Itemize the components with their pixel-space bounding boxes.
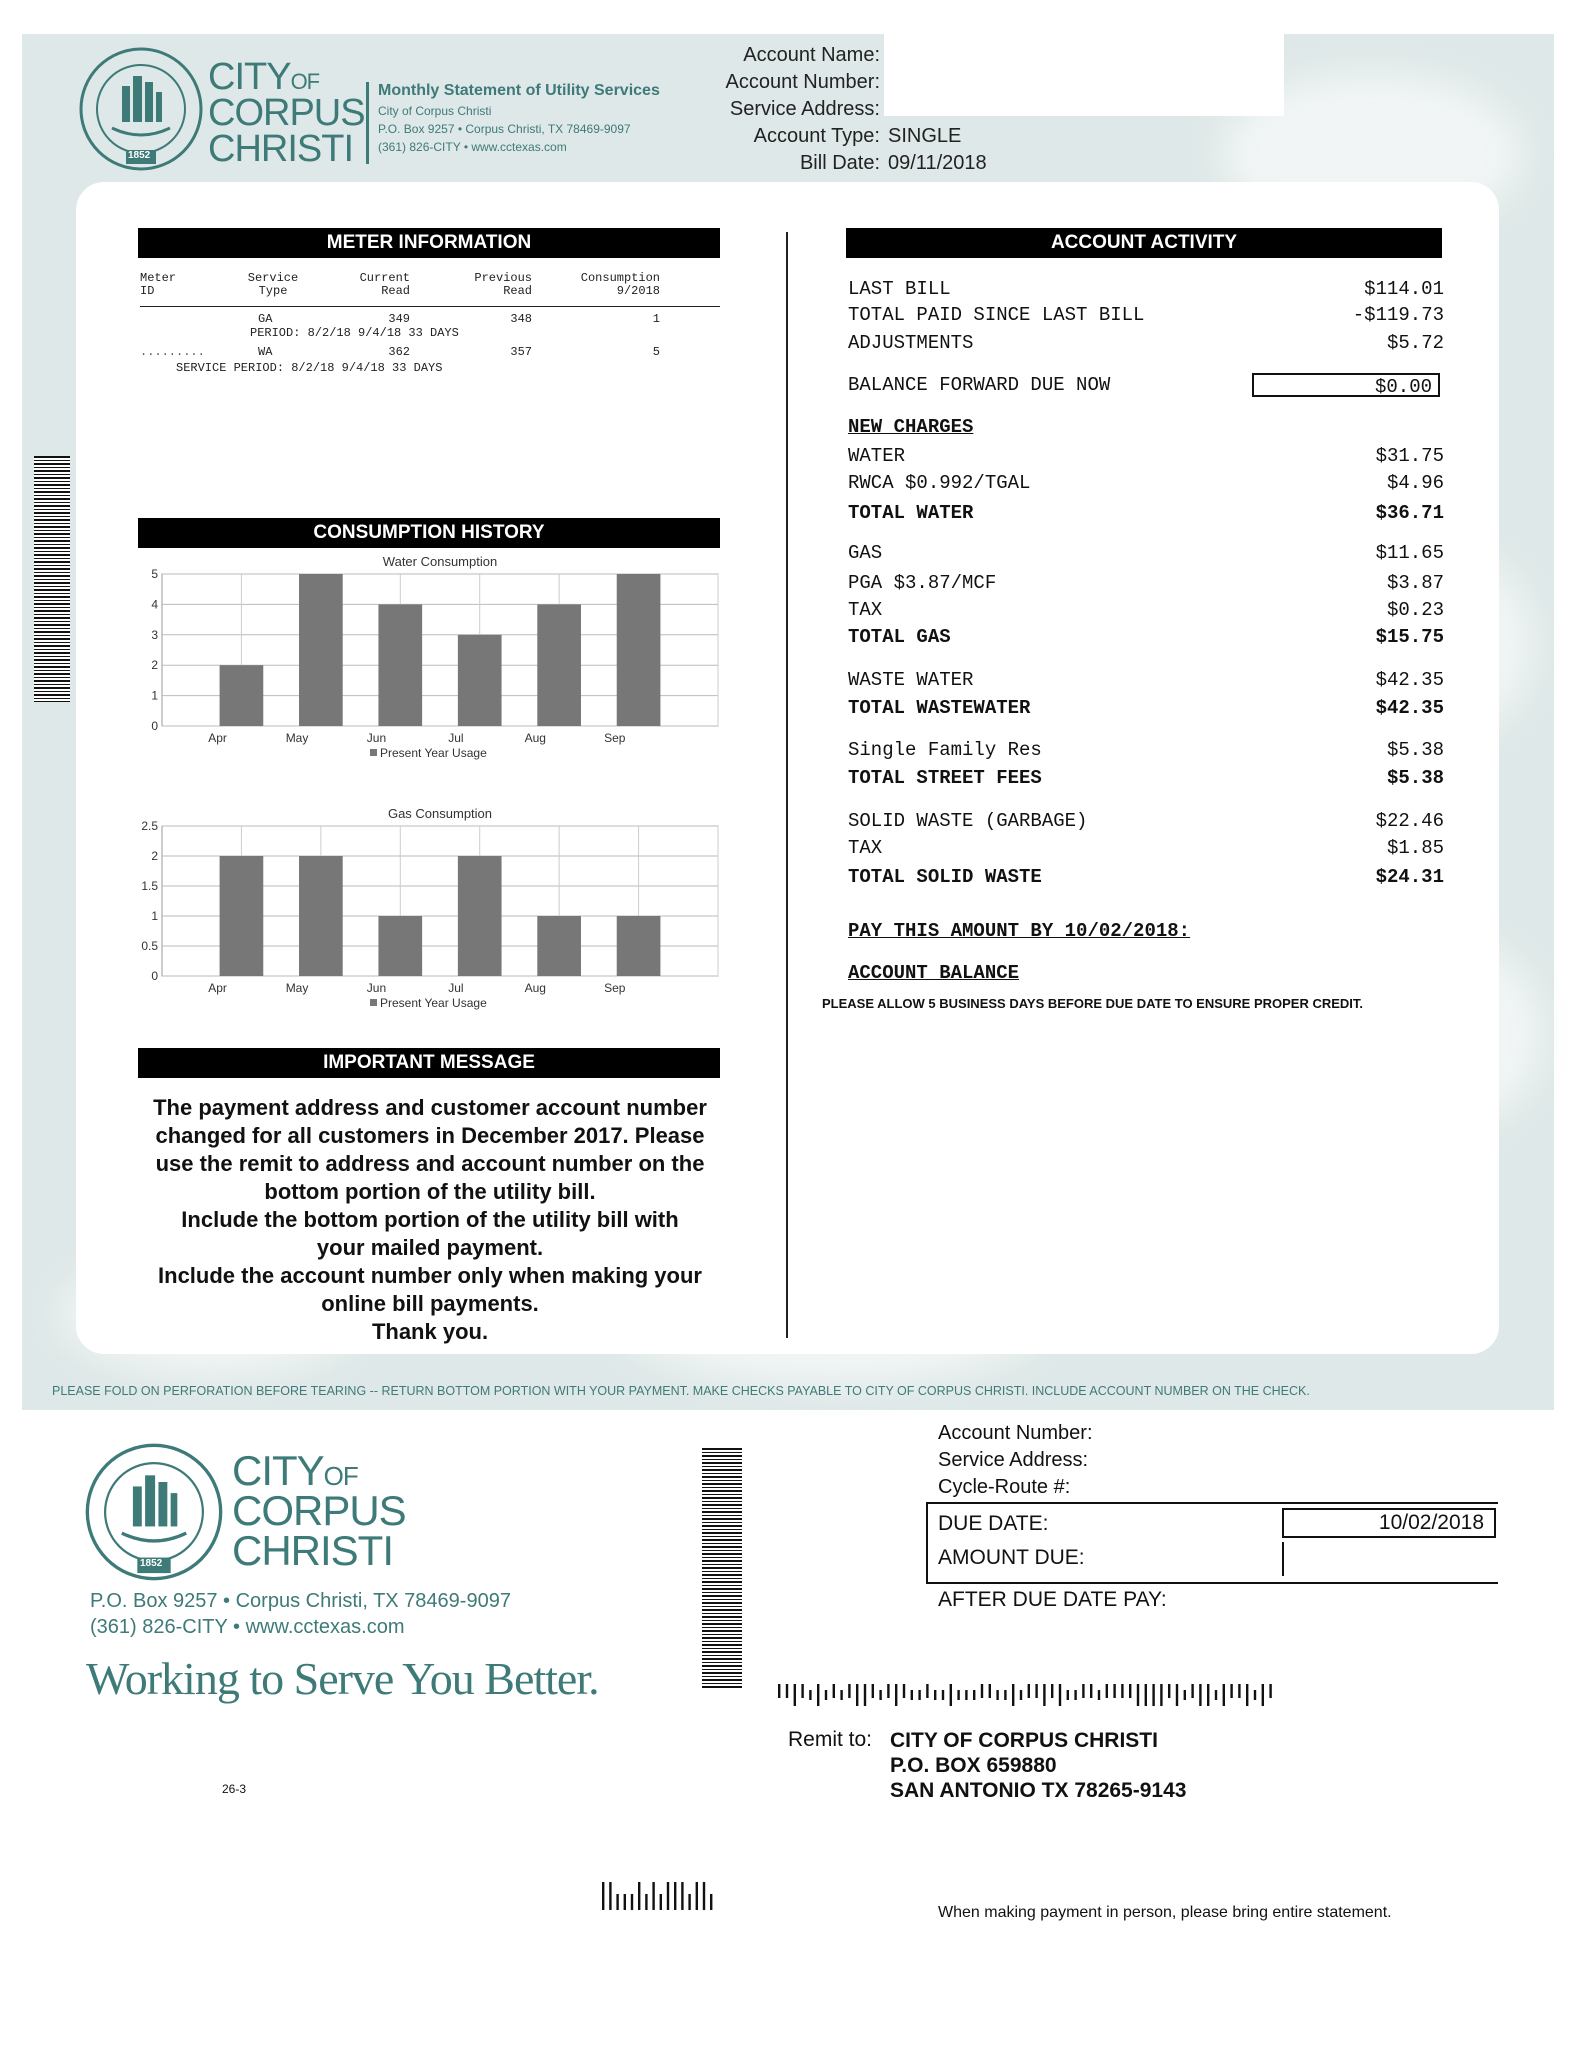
important-message-line-6: your mailed payment. [316,1235,544,1260]
col-previous-read: Previous Read [474,271,532,298]
important-message-line-9: Thank you. [371,1319,489,1344]
balance-forward-value: $0.00 [1252,373,1440,397]
redacted-account-box [884,34,1284,116]
stub-address: P.O. Box 9257 • Corpus Christi, TX 78469-9097 [90,1590,511,1612]
gas-x-tick: Apr [208,981,227,995]
postal-bar [989,1684,991,1698]
rwca-row: RWCA $0.992/TGAL $4.96 [848,472,1444,494]
allow-days-note: PLEASE ALLOW 5 BUSINESS DAYS BEFORE DUE DATE TO ENSURE PROPER CREDIT. [822,996,1364,1011]
total-gas-row: TOTAL GAS $15.75 [848,626,1444,648]
water-x-tick: Aug [524,731,546,745]
postal-bar [1028,1684,1030,1698]
postal-bar [1004,1690,1006,1700]
gas-chart-title: Gas Consumption [387,806,493,821]
postal-bar [1262,1684,1264,1706]
postal-bar [1067,1690,1069,1700]
street-fee-row: Single Family Res $5.38 [848,739,1444,761]
postal-bar [1012,1684,1014,1706]
in-person-note: When making payment in person, please bring entire statement. [938,1904,1392,1921]
postal-bar [1176,1684,1178,1706]
water-consumption-chart [130,550,730,770]
water-x-tick: May [285,731,309,745]
small-bar [688,1894,690,1910]
postal-bar [1020,1690,1022,1700]
postal-bar [786,1684,788,1698]
postal-bar [1059,1684,1061,1706]
postal-barcode [778,1684,1286,1706]
small-bar [710,1894,712,1910]
balance-forward-row: BALANCE FORWARD DUE NOW [848,374,1111,396]
total-solid-waste-row: TOTAL SOLID WASTE $24.31 [848,866,1444,888]
meter-row-1-previous: 348 [510,312,532,326]
postal-bar [856,1684,858,1706]
postal-bar [879,1690,881,1700]
water-bar-sep [617,574,661,726]
water-x-tick: Sep [604,731,626,745]
statement-org: City of Corpus Christi [378,104,492,118]
gas-bar-may [299,856,343,976]
postal-bar [1145,1684,1147,1706]
gas-y-tick: 1.5 [141,879,158,893]
water-x-tick: Jul [448,731,464,745]
postal-bar [1223,1684,1225,1706]
postal-bar [1254,1690,1256,1700]
gas-legend-swatch [370,999,377,1006]
amount-due-label: AMOUNT DUE: [938,1546,1085,1569]
gas-tax-row: TAX $0.23 [848,599,1444,621]
fold-instructions: PLEASE FOLD ON PERFORATION BEFORE TEARING -- RETURN BOTTOM PORTION WITH YOUR PAYMENT. MAKE CHECKS PAYABLE TO CITY OF CORPUS CHRISTI. INCLUDE ACCOUNT NUMBER ON THE CHECK. [52,1384,1310,1398]
postal-bar [1207,1684,1209,1706]
water-row: WATER $31.75 [848,445,1444,467]
gas-y-tick: 2 [151,849,158,863]
account-name-label: Account Name: [743,44,880,66]
postal-bar [1106,1684,1108,1698]
postal-bar [809,1690,811,1700]
postal-bar [1051,1684,1053,1698]
stub-phone: (361) 826-CITY • www.cctexas.com [90,1616,405,1638]
meter-row-2-current: 362 [388,345,410,359]
postal-bar [926,1684,928,1698]
water-y-tick: 1 [151,688,158,703]
postal-bar [825,1690,827,1700]
account-type-value: SINGLE [888,125,962,147]
water-x-tick: Jun [366,731,387,745]
postal-bar [996,1690,998,1700]
postal-bar [1098,1690,1100,1700]
gas-bar-aug [537,916,581,976]
water-y-tick: 2 [151,658,158,673]
important-message-title: IMPORTANT MESSAGE [138,1048,720,1078]
last-bill-row: LAST BILL $114.01 [848,278,1444,300]
water-chart-title: Water Consumption [382,554,498,569]
small-barcode [602,1882,722,1912]
city-name-line3: CHRISTI [208,128,353,170]
postal-bar [1121,1684,1123,1698]
service-address-label: Service Address: [729,98,880,120]
postal-bar [950,1684,952,1706]
account-activity-title: ACCOUNT ACTIVITY [846,228,1442,258]
waste-water-row: WASTE WATER $42.35 [848,669,1444,691]
gas-legend-label: Present Year Usage [380,996,487,1010]
gas-consumption-chart [130,802,730,1020]
postal-bar [1160,1684,1162,1706]
postal-bar [942,1690,944,1700]
stub-slogan: Working to Serve You Better. [86,1653,599,1704]
postal-bar [1074,1690,1076,1700]
solid-waste-row: SOLID WASTE (GARBAGE) $22.46 [848,810,1444,832]
meter-row-2-id-redacted: ......... [140,345,205,359]
stub-city-name-line1: CITYOF [232,1447,358,1494]
col-current-read: Current Read [359,271,410,298]
postal-bar [794,1684,796,1706]
postal-bar [1152,1684,1154,1706]
col-meter-id: Meter ID [140,271,177,298]
postal-bar [872,1684,874,1698]
postal-bar [911,1690,913,1700]
stub-service-address-label: Service Address: [938,1449,1089,1471]
meter-row-1-type: GA [258,312,273,326]
postal-bar [1215,1690,1217,1700]
account-type-label: Account Type: [753,125,880,147]
city-seal-logo [78,46,204,172]
gas-y-tick: 0.5 [141,939,158,953]
postal-bar [934,1690,936,1700]
postal-bar [1043,1684,1045,1706]
meter-info-title: METER INFORMATION [138,228,720,258]
col-consumption: Consumption 9/2018 [580,271,660,298]
meter-row-2-consumption: 5 [652,345,660,359]
postal-bar [1230,1684,1232,1698]
water-legend-swatch [370,749,377,756]
gas-bar-apr [220,856,264,976]
new-charges-label: NEW CHARGES [848,416,974,438]
small-bar [667,1882,669,1910]
water-bar-jun [378,604,422,726]
postal-bar [1129,1684,1131,1698]
stub-city-name-line2: CORPUS [232,1487,406,1534]
postal-bar [778,1684,780,1698]
after-due-date-label: AFTER DUE DATE PAY: [938,1588,1167,1611]
water-legend-label: Present Year Usage [380,746,487,760]
postal-bar [1168,1684,1170,1698]
postal-bar [1090,1684,1092,1698]
postal-bar [965,1690,967,1700]
small-bar [645,1894,647,1910]
stub-code: 26-3 [222,1782,247,1796]
total-wastewater-row: TOTAL WASTEWATER $42.35 [848,697,1444,719]
water-y-tick: 0 [151,719,158,733]
meter-header-rule [140,306,720,307]
stub-cycle-route-label: Cycle-Route #: [938,1476,1071,1498]
remit-line-1: CITY OF CORPUS CHRISTI [890,1729,1158,1752]
adjustments-row: ADJUSTMENTS $5.72 [848,332,1444,354]
stub-vertical-barcode [702,1448,742,1688]
water-x-tick: Apr [208,731,227,745]
postal-bar [1199,1684,1201,1706]
seal-year: 1852 [128,150,151,161]
water-y-tick: 5 [151,567,158,581]
gas-x-tick: Jun [366,981,387,995]
small-bar [631,1894,633,1910]
water-bar-apr [220,665,264,726]
gas-x-tick: Aug [524,981,546,995]
postal-bar [848,1684,850,1698]
postal-bar [981,1684,983,1698]
water-bar-aug [537,604,581,726]
water-bar-jul [458,635,502,726]
bill-date-label: Bill Date: [799,152,880,174]
stub-city-name-line3: CHRISTI [232,1527,393,1574]
total-paid-row: TOTAL PAID SINCE LAST BILL -$119.73 [848,304,1444,326]
water-y-tick: 4 [151,597,158,612]
gas-bar-sep [617,916,661,976]
important-message-line-3: use the remit to address and account number on the [155,1151,705,1176]
small-bar [674,1882,676,1910]
gas-y-tick: 0 [151,969,158,983]
postal-bar [973,1690,975,1700]
important-message-line-4: bottom portion of the utility bill. [264,1179,596,1204]
logo-divider [366,82,369,164]
postal-bar [918,1690,920,1700]
postal-bar [1184,1690,1186,1700]
gas-x-tick: May [285,981,309,995]
postal-bar [864,1684,866,1706]
total-water-row: TOTAL WATER $36.71 [848,502,1444,524]
amount-due-box-edge [1282,1542,1284,1576]
total-street-fees-row: TOTAL STREET FEES $5.38 [848,767,1444,789]
postal-bar [1082,1684,1084,1698]
postal-bar [833,1684,835,1698]
water-y-tick: 3 [151,627,158,642]
gas-bar-jun [378,916,422,976]
meter-row-1-period: PERIOD: 8/2/18 9/4/18 33 DAYS [250,326,459,340]
postal-bar [1269,1684,1271,1698]
small-bar [681,1882,683,1910]
gas-bar-jul [458,856,502,976]
bill-date-value: 09/11/2018 [888,152,987,174]
postal-bar [895,1684,897,1706]
gas-x-tick: Jul [448,981,464,995]
account-balance-label: ACCOUNT BALANCE [848,962,1020,984]
stub-account-number-label: Account Number: [938,1422,1093,1444]
column-divider [786,232,788,1338]
postal-bar [1137,1684,1139,1706]
small-bar [660,1894,662,1910]
due-date-label: DUE DATE: [938,1512,1049,1535]
postal-bar [1246,1684,1248,1706]
important-message-line-2: changed for all customers in December 2017. Please [155,1123,705,1148]
small-bar [703,1882,705,1910]
important-message-line-5: Include the bottom portion of the utility bill with [181,1207,679,1232]
pay-by-label: PAY THIS AMOUNT BY 10/02/2018: [848,920,1191,942]
due-date-value: 10/02/2018 [1282,1508,1496,1538]
important-message-line-7: Include the account number only when making your [158,1263,702,1288]
statement-phone: (361) 826-CITY • www.cctexas.com [378,140,567,154]
col-service-type: Service Type [247,271,299,298]
postal-bar [1238,1684,1240,1698]
important-message-line-8: online bill payments. [321,1291,539,1316]
statement-title: Monthly Statement of Utility Services [378,82,660,99]
small-bar [609,1882,611,1910]
remit-line-3: SAN ANTONIO TX 78265-9143 [890,1779,1187,1802]
postal-bar [1113,1684,1115,1698]
small-bar [696,1882,698,1910]
statement-address: P.O. Box 9257 • Corpus Christi, TX 78469-9097 [378,122,631,136]
important-message-line-1: The payment address and customer account number [153,1095,707,1120]
gas-row: GAS $11.65 [848,542,1444,564]
gas-y-tick: 1 [151,909,158,923]
stub-city-seal-logo [84,1442,224,1582]
small-bar [652,1882,654,1910]
postal-bar [817,1684,819,1706]
postal-bar [887,1684,889,1698]
side-barcode [34,456,70,702]
postal-bar [801,1684,803,1698]
gas-y-tick: 2.5 [141,819,158,833]
gas-x-tick: Sep [604,981,626,995]
water-bar-may [299,574,343,726]
small-bar [602,1882,604,1910]
account-number-label: Account Number: [725,71,880,93]
meter-row-2-previous: 357 [510,345,532,359]
consumption-history-title: CONSUMPTION HISTORY [138,518,720,548]
postal-bar [1035,1684,1037,1698]
postal-bar [903,1684,905,1698]
meter-row-2-type: WA [258,345,273,359]
city-name-line1: CITYOF [208,56,320,98]
postal-bar [840,1690,842,1700]
small-bar [616,1894,618,1910]
solid-waste-tax-row: TAX $1.85 [848,837,1444,859]
remit-to-label: Remit to: [788,1728,873,1751]
meter-row-1-consumption: 1 [652,312,660,326]
postal-bar [1191,1684,1193,1698]
pga-row: PGA $3.87/MCF $3.87 [848,572,1444,594]
meter-row-2-period: SERVICE PERIOD: 8/2/18 9/4/18 33 DAYS [176,361,443,375]
meter-row-1-current: 349 [388,312,410,326]
remit-line-2: P.O. BOX 659880 [890,1754,1057,1777]
small-bar [624,1894,626,1910]
city-name-line2: CORPUS [208,92,365,134]
small-bar [638,1882,640,1910]
stub-seal-year: 1852 [140,1558,163,1569]
postal-bar [957,1690,959,1700]
